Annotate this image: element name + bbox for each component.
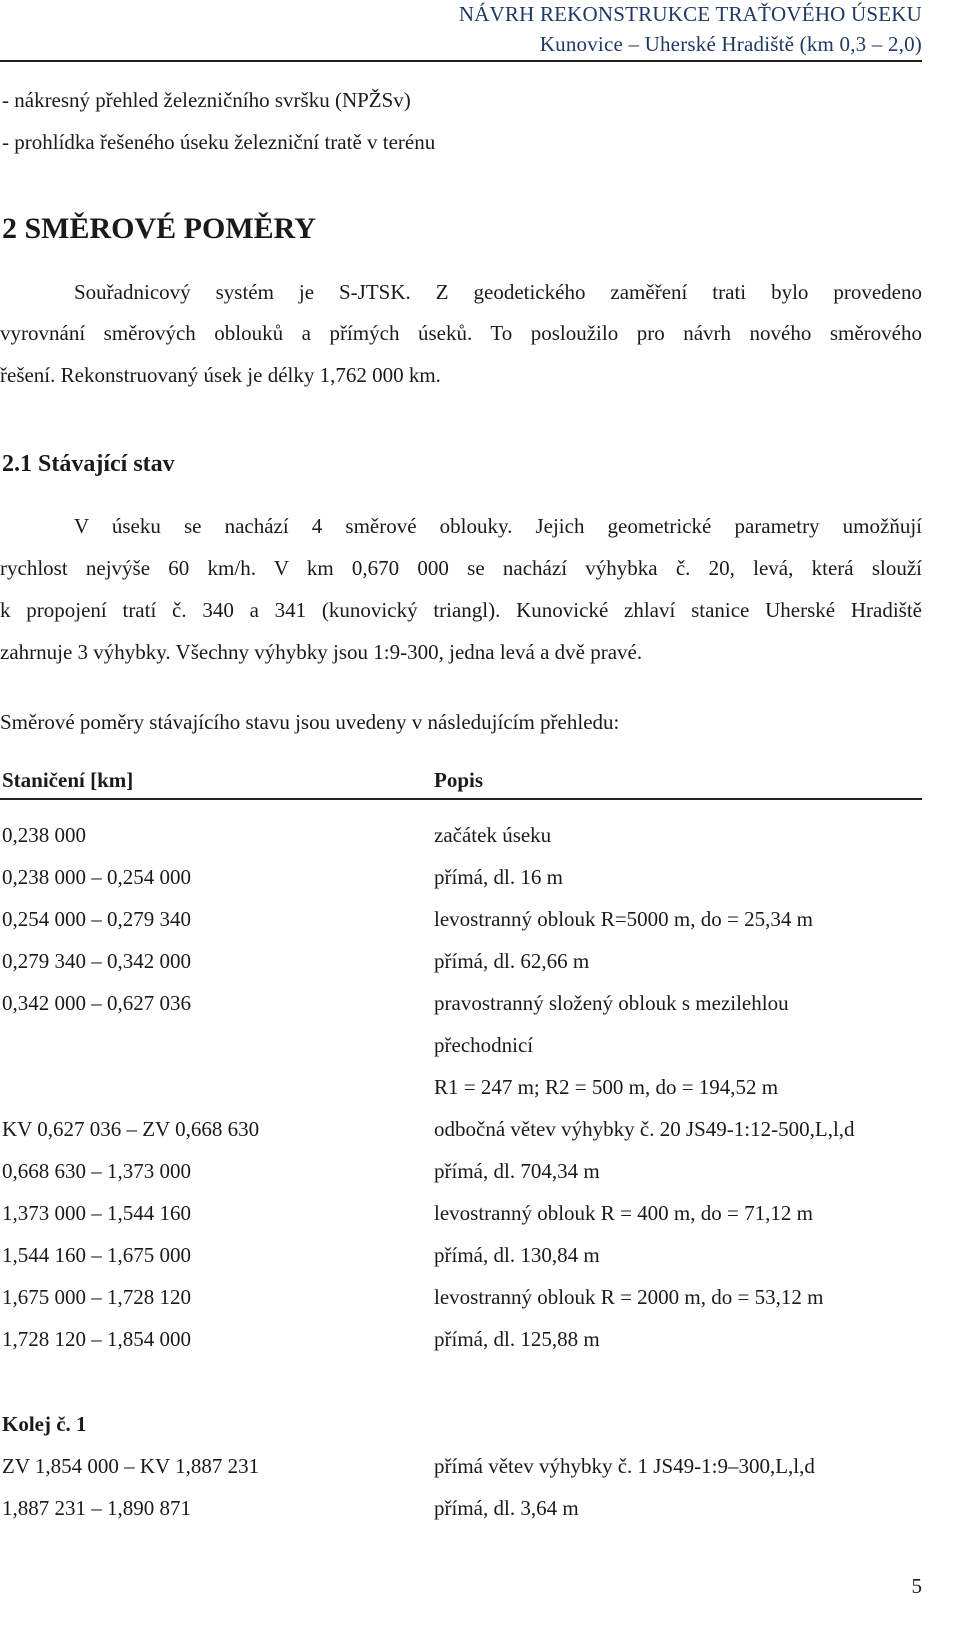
page-number: 5 bbox=[911, 1574, 922, 1598]
table-cell-stationing: 1,373 000 – 1,544 160 bbox=[2, 1201, 191, 1225]
table-cell-stationing: 0,254 000 – 0,279 340 bbox=[2, 907, 191, 931]
table-intro: Směrové poměry stávajícího stavu jsou uvedeny v následujícím přehledu: bbox=[0, 710, 620, 734]
table-cell-description: přímá, dl. 62,66 m bbox=[434, 949, 590, 973]
table-cell-stationing: ZV 1,854 000 – KV 1,887 231 bbox=[2, 1454, 260, 1478]
table-cell-description: R1 = 247 m; R2 = 500 m, do = 194,52 m bbox=[434, 1075, 779, 1099]
table-cell-description: přímá, dl. 3,64 m bbox=[434, 1496, 579, 1520]
table-cell-description: přímá, dl. 125,88 m bbox=[434, 1327, 600, 1351]
table-cell-stationing: 1,887 231 – 1,890 871 bbox=[2, 1496, 191, 1520]
table-cell-description: přechodnicí bbox=[434, 1033, 534, 1057]
table-cell-stationing: 1,675 000 – 1,728 120 bbox=[2, 1285, 191, 1309]
header-subtitle: Kunovice – Uherské Hradiště (km 0,3 – 2,0) bbox=[539, 32, 922, 56]
paragraph-line: vyrovnání směrových oblouků a přímých úseků. To posloužilo pro návrh nového směrového bbox=[0, 321, 922, 345]
table-header-description: Popis bbox=[434, 768, 484, 792]
table-cell-description: přímá, dl. 16 m bbox=[434, 865, 563, 889]
kolej-heading: Kolej č. 1 bbox=[2, 1412, 87, 1436]
table-cell-description: začátek úseku bbox=[434, 823, 552, 847]
table-cell-stationing: 1,544 160 – 1,675 000 bbox=[2, 1243, 191, 1267]
paragraph-line: k propojení tratí č. 340 a 341 (kunovický triangl). Kunovické zhlaví stanice Uherské Hradiště bbox=[0, 598, 922, 622]
table-cell-description: přímá, dl. 130,84 m bbox=[434, 1243, 600, 1267]
table-header-rule bbox=[0, 798, 922, 800]
table-cell-stationing: 0,238 000 bbox=[2, 823, 86, 847]
header-title: NÁVRH REKONSTRUKCE TRAŤOVÉHO ÚSEKU bbox=[458, 2, 922, 26]
table-cell-stationing: 0,238 000 – 0,254 000 bbox=[2, 865, 191, 889]
header-rule bbox=[0, 60, 922, 62]
table-header-stationing: Staničení [km] bbox=[2, 768, 134, 792]
bullet-item: - nákresný přehled železničního svršku (NPŽSv) bbox=[2, 88, 411, 112]
table-cell-description: levostranný oblouk R=5000 m, do = 25,34 m bbox=[434, 907, 813, 931]
paragraph-line: zahrnuje 3 výhybky. Všechny výhybky jsou 1:9-300, jedna levá a dvě pravé. bbox=[0, 640, 643, 664]
section-heading: 2 SMĚROVÉ POMĚRY bbox=[2, 212, 316, 245]
paragraph-line: řešení. Rekonstruovaný úsek je délky 1,762 000 km. bbox=[0, 363, 441, 387]
table-cell-stationing: KV 0,627 036 – ZV 0,668 630 bbox=[2, 1117, 260, 1141]
table-cell-description: přímá, dl. 704,34 m bbox=[434, 1159, 600, 1183]
table-cell-stationing: 0,342 000 – 0,627 036 bbox=[2, 991, 191, 1015]
table-cell-stationing: 0,668 630 – 1,373 000 bbox=[2, 1159, 191, 1183]
table-cell-description: levostranný oblouk R = 400 m, do = 71,12 m bbox=[434, 1201, 813, 1225]
table-cell-stationing: 0,279 340 – 0,342 000 bbox=[2, 949, 191, 973]
table-cell-description: pravostranný složený oblouk s mezilehlou bbox=[434, 991, 789, 1015]
table-cell-description: odbočná větev výhybky č. 20 JS49-1:12-500,L,l,d bbox=[434, 1117, 855, 1141]
paragraph-line: Souřadnicový systém je S-JTSK. Z geodetického zaměření trati bylo provedeno bbox=[74, 280, 922, 304]
table-cell-description: levostranný oblouk R = 2000 m, do = 53,12 m bbox=[434, 1285, 824, 1309]
subsection-heading: 2.1 Stávající stav bbox=[2, 451, 175, 477]
bullet-item: - prohlídka řešeného úseku železniční tratě v terénu bbox=[2, 130, 436, 154]
paragraph-line: V úseku se nachází 4 směrové oblouky. Jejich geometrické parametry umožňují bbox=[74, 514, 922, 538]
table-cell-description: přímá větev výhybky č. 1 JS49-1:9–300,L,l,d bbox=[434, 1454, 815, 1478]
table-cell-stationing: 1,728 120 – 1,854 000 bbox=[2, 1327, 191, 1351]
paragraph-line: rychlost nejvýše 60 km/h. V km 0,670 000 se nachází výhybka č. 20, levá, která slouží bbox=[0, 556, 922, 580]
